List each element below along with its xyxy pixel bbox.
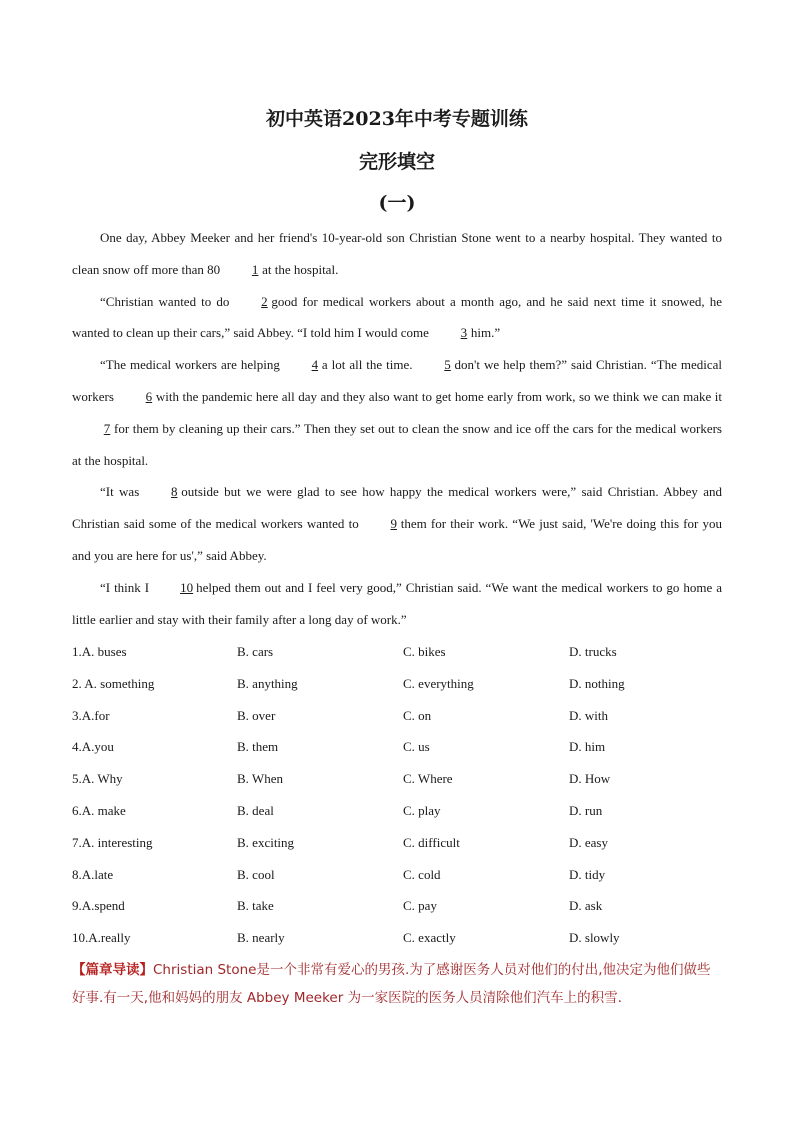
text-run: him.” — [470, 325, 501, 341]
option-d: D. trucks — [569, 644, 617, 659]
paragraph-2 — [72, 286, 722, 350]
answer-options — [72, 636, 722, 954]
text-run: with the pandemic here all day and they also want to get home early from work, so we think we can make it — [155, 388, 722, 404]
option-b: B. them — [237, 739, 279, 755]
option-row-10 — [72, 922, 722, 954]
page-title: 初中英语2023年中考专题训练 — [266, 108, 528, 130]
cloze-passage — [72, 222, 722, 635]
option-a: 8.A.late — [72, 866, 114, 882]
text-run: for them by cleaning up their cars.” Then they set out to clean the snow and ice off the cars for the medical workers at the hospital. — [72, 420, 722, 468]
option-a: 5.A. Why — [72, 771, 123, 787]
option-row-2 — [72, 668, 722, 700]
option-c: C. us — [403, 739, 430, 755]
blank-9: 9 — [390, 516, 397, 532]
text-run: at the hospital. — [262, 261, 339, 277]
text-run: “The medical workers are helping — [100, 357, 280, 373]
option-c: C. cold — [403, 866, 441, 882]
blank-6: 6 — [145, 388, 153, 404]
text-run: “I think I — [100, 579, 150, 595]
option-a: 2. A. something — [72, 675, 155, 691]
option-b: B. anything — [237, 675, 298, 691]
option-a: 9.A.spend — [72, 898, 125, 914]
option-c: C. difficult — [403, 834, 460, 850]
blank-1: 1 — [251, 261, 259, 277]
option-c: C. pay — [403, 898, 437, 914]
option-b: B. When — [237, 771, 283, 787]
option-c: C. play — [403, 802, 441, 818]
blank-7: 7 — [103, 420, 111, 436]
option-c: C. everything — [403, 675, 474, 691]
option-row-4 — [72, 731, 722, 763]
passage-guide — [72, 956, 724, 1012]
option-b: B. take — [237, 898, 274, 914]
text-run: them for their work. “We just said, 'We're doing this for you and you are here for us',” said Abbey. — [72, 516, 722, 563]
option-d: D. slowly — [569, 930, 620, 946]
option-a: 6.A. make — [72, 802, 126, 818]
option-a: 3.A.for — [72, 707, 110, 723]
option-row-9 — [72, 890, 722, 922]
section-heading: (一) — [378, 192, 416, 214]
text-run: outside but we were glad to see how happy the medical workers were,” said Christian. Abbey and Christian said some of the medical workers wanted to — [72, 484, 723, 532]
text-run: One day, Abbey Meeker and her friend's 10-year-old son Christian Stone went to a nearby hospital. They wanted to clean snow off more than 80 — [72, 230, 722, 277]
blank-3: 3 — [460, 325, 468, 341]
option-a: 10.A.really — [72, 930, 131, 946]
option-a: 4.A.you — [72, 739, 114, 755]
text-run: “Christian wanted to do — [100, 293, 230, 309]
option-d: D. tidy — [569, 866, 606, 882]
option-c: C. bikes — [403, 644, 446, 659]
blank-8: 8 — [171, 484, 178, 500]
option-a: 7.A. interesting — [72, 834, 153, 850]
option-row-6 — [72, 795, 722, 827]
option-c: C. on — [403, 707, 432, 723]
option-d: D. run — [569, 802, 603, 818]
text-run: helped them out and I feel very good,” Christian said. “We want the medical workers to go home a little earlier and stay with their family after a long day of work.” — [72, 579, 722, 627]
option-d: D. nothing — [569, 675, 625, 691]
option-d: D. him — [569, 739, 606, 755]
option-a: 1.A. buses — [72, 644, 127, 659]
paragraph-5 — [72, 572, 722, 636]
option-d: D. How — [569, 771, 611, 787]
option-c: C. exactly — [403, 930, 456, 946]
option-b: B. over — [237, 707, 276, 723]
blank-10: 10 — [180, 579, 194, 595]
paragraph-3 — [72, 349, 722, 476]
option-d: D. with — [569, 707, 608, 723]
option-d: D. easy — [569, 834, 608, 850]
option-b: B. nearly — [237, 930, 285, 946]
page-subtitle: 完形填空 — [358, 151, 435, 173]
option-b: B. exciting — [237, 834, 295, 850]
option-row-8 — [72, 859, 722, 891]
option-d: D. ask — [569, 898, 603, 914]
paragraph-4 — [72, 476, 722, 571]
option-row-1 — [72, 636, 722, 668]
paragraph-1 — [72, 222, 722, 286]
text-run: “It was — [100, 484, 140, 500]
guide-text: Christian Stone是一个非常有爱心的男孩.为了感谢医务人员对他们的付出,他决定为他们做些好事.有一天,他和妈妈的朋友 Abbey Meeker 为一家医院的医务人员清除他们汽车上的积雪. — [72, 962, 711, 1006]
blank-5: 5 — [444, 357, 451, 373]
blank-4: 4 — [311, 357, 319, 373]
option-row-5 — [72, 763, 722, 795]
text-run: good for medical workers about a month ago, and he said next time it snowed, he wanted to clean up their cars,” said Abbey. “I told him I would come — [72, 293, 722, 341]
text-run: a lot all the time. — [321, 357, 413, 373]
text-run: don't we help them?” said Christian. “The medical workers — [72, 357, 722, 404]
option-b: B. cars — [237, 644, 274, 659]
option-b: B. deal — [237, 802, 274, 818]
option-c: C. Where — [403, 771, 453, 787]
option-b: B. cool — [237, 866, 275, 882]
blank-2: 2 — [261, 293, 268, 309]
option-row-7 — [72, 827, 722, 859]
guide-tag: 【篇章导读】 — [72, 962, 153, 978]
option-row-3 — [72, 700, 722, 732]
